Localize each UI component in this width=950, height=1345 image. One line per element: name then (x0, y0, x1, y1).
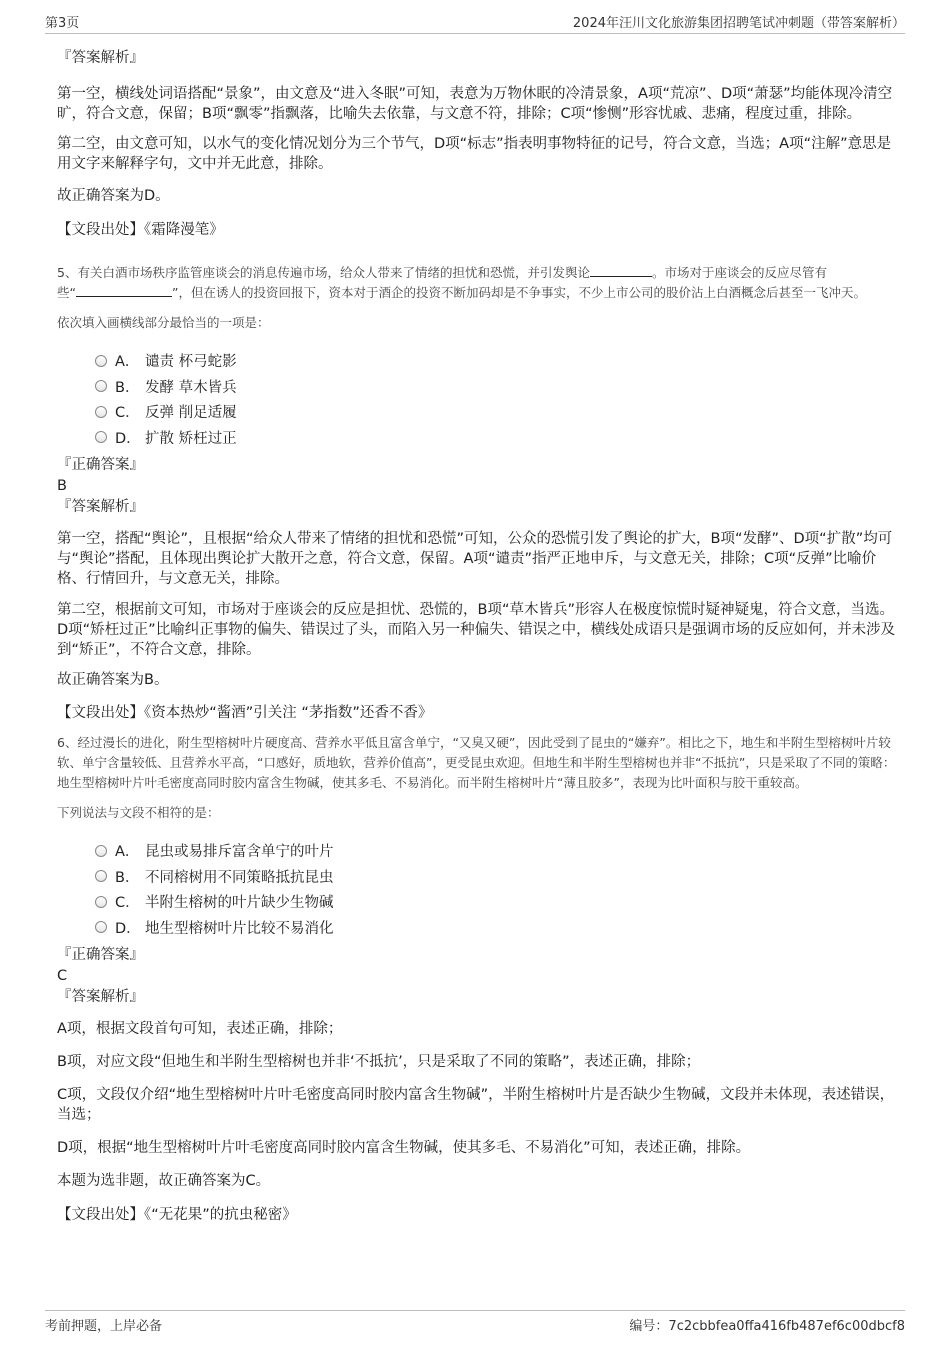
page-content (57, 44, 900, 1225)
answer-conclusion: 本题为选非题，故正确答案为C。 (57, 1173, 271, 1189)
radio-icon[interactable] (95, 406, 107, 418)
option-a[interactable]: A． 昆虫或易排斥富含单宁的叶片 (95, 838, 900, 864)
analysis-paragraph: 第二空，根据前文可知，市场对于座谈会的反应是担忧、恐慌的，B项“草木皆兵”形容人在极度惊慌时疑神疑鬼，符合文意，当选。D项“矫枉过正”比喻纠正事物的偏失、错误过了头，而陷入另一种偏失、错误之中，横线处成语只是强调市场的反应如何，并未涉及到“矫正”，不符合文意，排除。 (57, 602, 896, 658)
answer-blank (76, 283, 172, 297)
analysis-paragraph: 第二空，由文意可知，以水气的变化情况划分为三个节气，D项“标志”指表明事物特征的记号，符合文意，当选；A项“注解”意思是用文字来解释字句，文中并无此意，排除。 (57, 136, 892, 172)
radio-icon[interactable] (95, 921, 107, 933)
option-d[interactable]: D． 地生型榕树叶片比较不易消化 (95, 915, 900, 941)
analysis-paragraph: A项，根据文段首句可知，表述正确，排除； (57, 1021, 343, 1037)
correct-answer: B (57, 478, 67, 494)
document-title: 2024年汪川文化旅游集团招聘笔试冲刺题（带答案解析） (572, 16, 905, 31)
option-b[interactable]: B． 不同榕树用不同策略抵抗昆虫 (95, 864, 900, 890)
answer-conclusion: 故正确答案为D。 (57, 188, 170, 204)
footer-slogan: 考前押题，上岸必备 (45, 1319, 163, 1334)
radio-icon[interactable] (95, 845, 107, 857)
page-footer (45, 1310, 905, 1336)
question-6-stem: 6、经过漫长的进化，附生型榕树叶片硬度高、营养水平低且富含单宁，“又臭又硬”，因此受到了昆虫的“嫌弃”。相比之下，地生和半附生型榕树叶片较软、单宁含量较低、且营养水平高，“口感好，质地软，营养价值高”，更受昆虫欢迎。但地生和半附生型榕树也并非“不抵抗”，只是采取了不同的策略：地生型榕树叶片叶毛密度高同时胶内富含生物碱，使其多毛、不易消化。而半附生榕树叶片“薄且胶多”，表现为比叶面积与胶干重较高。 (57, 735, 896, 790)
option-b[interactable]: B． 发酵 草木皆兵 (95, 374, 900, 400)
page-number: 第3页 (45, 16, 80, 31)
radio-icon[interactable] (95, 431, 107, 443)
option-c[interactable]: C． 反弹 削足适履 (95, 399, 900, 425)
option-c[interactable]: C． 半附生榕树的叶片缺少生物碱 (95, 889, 900, 915)
page-header (45, 12, 905, 34)
radio-icon[interactable] (95, 870, 107, 882)
analysis-paragraph: D项，根据“地生型榕树叶片叶毛密度高同时胶内富含生物碱，使其多毛、不易消化”可知，表述正确，排除。 (57, 1140, 751, 1156)
option-a[interactable]: A． 谴责 杯弓蛇影 (95, 348, 900, 374)
radio-icon[interactable] (95, 896, 107, 908)
analysis-paragraph: C项，文段仅介绍“地生型榕树叶片叶毛密度高同时胶内富含生物碱”，半附生榕树叶片是否缺少生物碱，文段并未体现，表述错误，当选； (57, 1087, 895, 1123)
source-citation: 【文段出处】《资本热炒“酱酒”引关注 “茅指数”还香不香》 (57, 705, 433, 721)
question-prompt: 下列说法与文段不相符的是： (57, 805, 220, 820)
answer-conclusion: 故正确答案为B。 (57, 672, 169, 688)
analysis-label: 『答案解析』 (57, 50, 144, 66)
source-citation: 【文段出处】《“无花果”的抗虫秘密》 (57, 1207, 297, 1223)
analysis-label: 『答案解析』 (57, 989, 144, 1005)
question-5-stem: 5、有关白酒市场秩序监管座谈会的消息传遍市场，给众人带来了情绪的担忧和恐慌，并引发舆论 。市场对于座谈会的反应尽管有 些“ ”，但在诱人的投资回报下，资本对于酒企的投资不断加码却是不争事实，不少上市公司的股价沾上白酒概念后甚至一飞冲天。 (57, 265, 866, 300)
correct-answer-label: 『正确答案』 (57, 947, 144, 963)
analysis-paragraph: 第一空，搭配“舆论”，且根据“给众人带来了情绪的担忧和恐慌”可知，公众的恐慌引发了舆论的扩大，B项“发酵”、D项“扩散”均可与“舆论”搭配，且体现出舆论扩大散开之意，符合文意，保留。A项“谴责”指严正地申斥，与文意无关，排除；C项“反弹”比喻价格、行情回升，与文意无关，排除。 (57, 531, 893, 587)
answer-blank (590, 263, 652, 277)
correct-answer: C (57, 968, 68, 984)
document-id: 编号：7c2cbbfea0ffa416fb487ef6c00dbcf8 (629, 1319, 905, 1334)
analysis-paragraph: B项，对应文段“但地生和半附生型榕树也并非‘不抵抗’，只是采取了不同的策略”，表述正确，排除； (57, 1054, 701, 1070)
question-5-options (95, 348, 900, 450)
radio-icon[interactable] (95, 380, 107, 392)
radio-icon[interactable] (95, 355, 107, 367)
question-prompt: 依次填入画横线部分最恰当的一项是： (57, 315, 270, 330)
analysis-paragraph: 第一空，横线处词语搭配“景象”，由文意及“进入冬眠”可知，表意为万物休眠的冷清景象，A项“荒凉”、D项“萧瑟”均能体现冷清空旷，符合文意，保留；B项“飘零”指飘落，比喻失去依靠，与文意不符，排除；C项“惨恻”形容忧戚、悲痛，程度过重，排除。 (57, 86, 893, 122)
option-d[interactable]: D． 扩散 矫枉过正 (95, 425, 900, 451)
correct-answer-label: 『正确答案』 (57, 457, 144, 473)
analysis-label: 『答案解析』 (57, 499, 144, 515)
question-6-options (95, 838, 900, 940)
source-citation: 【文段出处】《霜降漫笔》 (57, 222, 224, 238)
